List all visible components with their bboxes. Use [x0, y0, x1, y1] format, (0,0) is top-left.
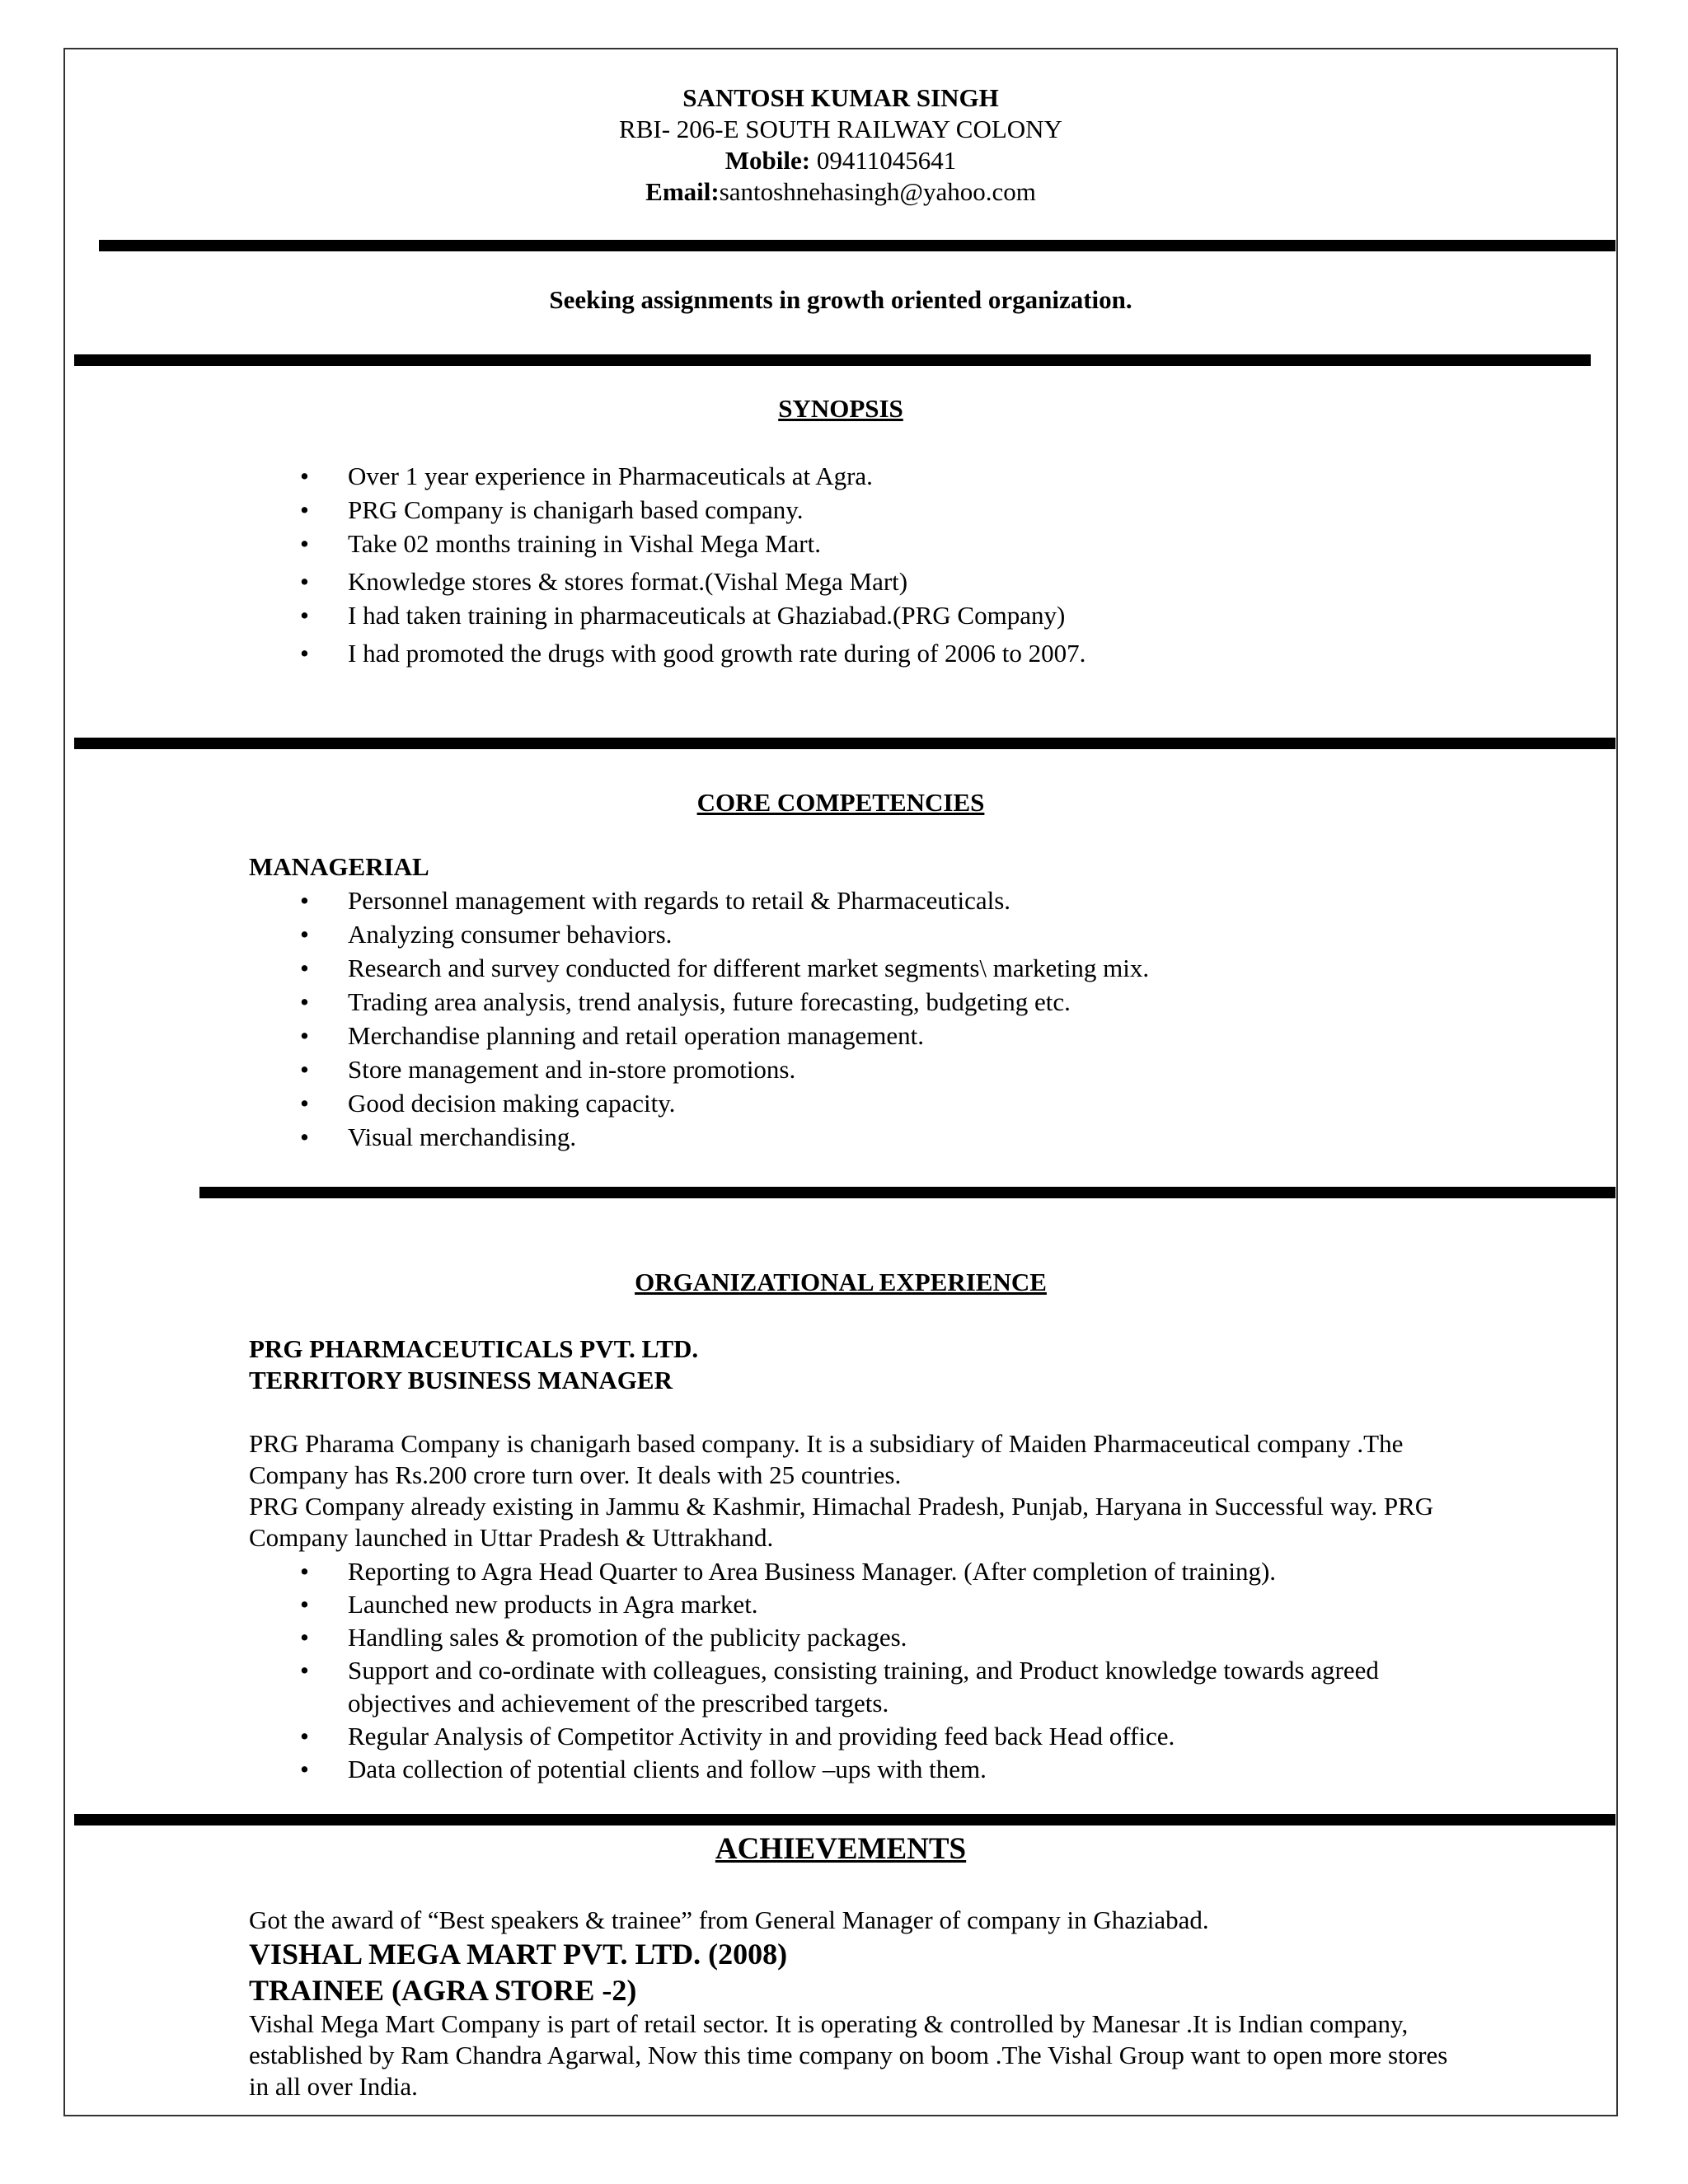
divider-rule: [74, 738, 1615, 749]
email-label: Email:: [645, 177, 720, 206]
synopsis-list: [249, 459, 1601, 670]
mobile-value: 09411045641: [810, 146, 957, 175]
experience-heading: ORGANIZATIONAL EXPERIENCE: [635, 1268, 1047, 1296]
list-item: • Launched new products in Agra market.: [348, 1588, 1601, 1621]
second-job-role: TRAINEE (AGRA STORE -2): [249, 1974, 637, 2007]
company-name: PRG PHARMACEUTICALS PVT. LTD.: [249, 1334, 699, 1363]
list-item: • Take 02 months training in Vishal Mega Mart.: [348, 527, 1601, 560]
managerial-subheading: MANAGERIAL: [249, 852, 429, 881]
list-item: • I had taken training in pharmaceuticals at Ghaziabad.(PRG Company): [348, 598, 1601, 632]
list-item: • Handling sales & promotion of the publicity packages.: [348, 1621, 1601, 1654]
list-item: • Store management and in-store promotions.: [348, 1052, 1601, 1086]
list-item: • Reporting to Agra Head Quarter to Area Business Manager. (After completion of training).: [348, 1555, 1601, 1588]
second-company-description: Vishal Mega Mart Company is part of retail sector. It is operating & controlled by Manesar .It is Indian company, established by Ram Chandra Agarwal, Now this time company on boom .The Vishal Group want to open more stores in all over India.: [249, 2009, 1448, 2101]
list-item: • Regular Analysis of Competitor Activity in and providing feed back Head office.: [348, 1720, 1601, 1753]
candidate-address: RBI- 206-E SOUTH RAILWAY COLONY: [619, 115, 1062, 143]
divider-rule: [74, 354, 1591, 366]
achievements-heading: ACHIEVEMENTS: [715, 1832, 967, 1866]
email-value: santoshnehasingh@yahoo.com: [719, 177, 1036, 206]
list-item: • Data collection of potential clients and follow –ups with them.: [348, 1753, 1601, 1786]
divider-rule: [74, 1814, 1615, 1825]
list-item: • Knowledge stores & stores format.(Vishal Mega Mart): [348, 565, 1601, 598]
mobile-label: Mobile:: [724, 146, 811, 175]
core-list: [249, 883, 1601, 1154]
list-item: • PRG Company is chanigarh based company.: [348, 493, 1601, 527]
list-item: • Support and co-ordinate with colleagues, consisting training, and Product knowledge towards agreed objectives and achievement of the prescribed targets.: [348, 1654, 1419, 1720]
candidate-name: SANTOSH KUMAR SINGH: [682, 83, 999, 112]
mobile-line: [63, 145, 1618, 176]
list-item: • Personnel management with regards to retail & Pharmaceuticals.: [348, 883, 1601, 917]
divider-rule: [99, 240, 1615, 251]
synopsis-heading: SYNOPSIS: [778, 394, 903, 423]
experience-list: [249, 1555, 1601, 1786]
list-item: • Visual merchandising.: [348, 1120, 1601, 1154]
award-text: Got the award of “Best speakers & trainee” from General Manager of company in Ghaziabad.: [249, 1905, 1209, 1934]
second-company-name: VISHAL MEGA MART PVT. LTD. (2008): [249, 1938, 788, 1971]
list-item: • Good decision making capacity.: [348, 1086, 1601, 1120]
email-line: [63, 176, 1618, 207]
company-description: PRG Pharama Company is chanigarh based company. It is a subsidiary of Maiden Pharmaceutical company .The Company has Rs.200 crore turn over. It deals with 25 countries.: [249, 1429, 1404, 1489]
list-item: • Research and survey conducted for different market segments\ marketing mix.: [348, 951, 1601, 985]
list-item: • Trading area analysis, trend analysis, future forecasting, budgeting etc.: [348, 985, 1601, 1019]
list-item: • Analyzing consumer behaviors.: [348, 917, 1601, 951]
objective: Seeking assignments in growth oriented organization.: [549, 285, 1132, 314]
job-role: TERRITORY BUSINESS MANAGER: [249, 1366, 673, 1394]
list-item: • Merchandise planning and retail operation management.: [348, 1019, 1601, 1052]
core-competencies-heading: CORE COMPETENCIES: [696, 788, 985, 817]
list-item: • I had promoted the drugs with good growth rate during of 2006 to 2007.: [348, 636, 1601, 670]
company-presence: PRG Company already existing in Jammu & Kashmir, Himachal Pradesh, Punjab, Haryana in Successful way. PRG Company launched in Uttar Pradesh & Uttrakhand.: [249, 1492, 1434, 1552]
divider-rule: [199, 1187, 1615, 1198]
list-item: • Over 1 year experience in Pharmaceuticals at Agra.: [348, 459, 1601, 493]
